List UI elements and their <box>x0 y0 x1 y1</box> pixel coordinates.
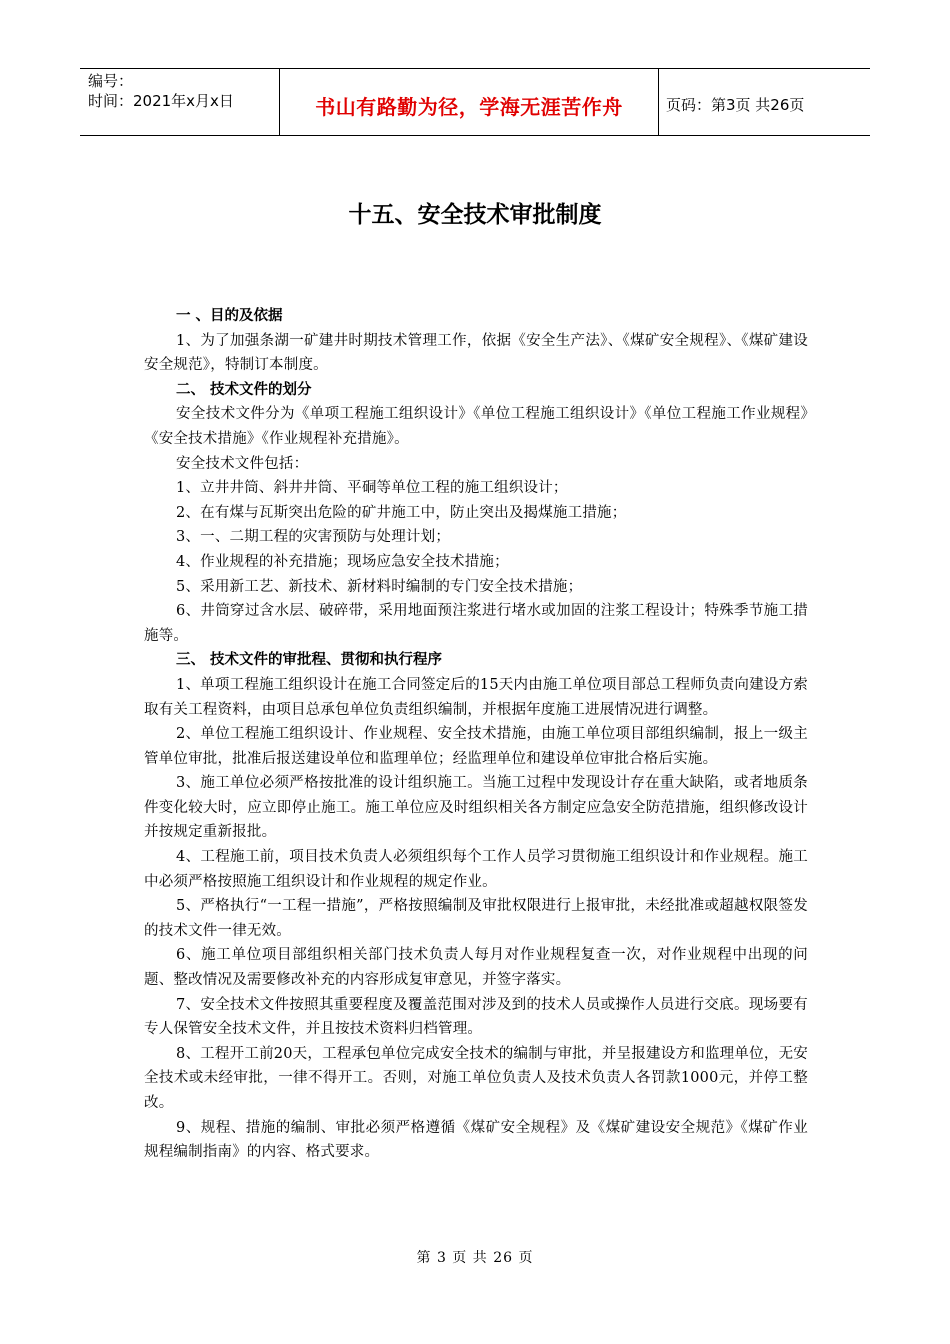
paragraph: 3、施工单位必须严格按批准的设计组织施工。当施工过程中发现设计存在重大缺陷，或者地质条件变化较大时，应立即停止施工。施工单位应及时组织相关各方制定应急安全防范措施，组织修改设计并按规定重新报批。 <box>144 775 808 841</box>
paragraph: 4、作业规程的补充措施；现场应急安全技术措施； <box>176 553 509 570</box>
header-divider <box>658 69 659 135</box>
document-title: 十五、安全技术审批制度 <box>348 202 602 228</box>
header-page-info: 页码：第3页 共26页 <box>666 96 805 114</box>
paragraph: 1、单项工程施工组织设计在施工合同签定后的15天内由施工单位项目部总工程师负责向建设方索取有关工程资料，由项目总承包单位负责组织编制，并根据年度施工进展情况进行调整。 <box>144 676 808 718</box>
header-motto: 书山有路勤为径，学海无涯苦作舟 <box>315 95 623 119</box>
paragraph: 4、工程施工前，项目技术负责人必须组织每个工作人员学习贯彻施工组织设计和作业规程。施工中必须严格按照施工组织设计和作业规程的规定作业。 <box>144 849 808 890</box>
section-heading: 一 、目的及依据 <box>176 308 283 324</box>
paragraph: 6、井筒穿过含水层、破碎带，采用地面预注浆进行堵水或加固的注浆工程设计；特殊季节施工措施等。 <box>144 603 808 644</box>
paragraph: 9、规程、措施的编制、审批必须严格遵循《煤矿安全规程》及《煤矿建设安全规范》《煤矿作业规程编制指南》的内容、格式要求。 <box>144 1119 808 1161</box>
paragraph: 5、采用新工艺、新技术、新材料时编制的专门安全技术措施； <box>176 578 583 595</box>
paragraph: 1、为了加强条湖一矿建井时期技术管理工作，依据《安全生产法》、《煤矿安全规程》、《煤矿建设安全规范》，特制订本制度。 <box>144 332 808 374</box>
paragraph: 7、安全技术文件按照其重要程度及覆盖范围对涉及到的技术人员或操作人员进行交底。现场要有专人保管安全技术文件，并且按技术资料归档管理。 <box>144 996 808 1038</box>
document-body <box>144 304 808 1165</box>
document-number-label: 编号： <box>88 72 134 90</box>
paragraph: 3、一、二期工程的灾害预防与处理计划； <box>176 529 451 546</box>
paragraph: 6、施工单位项目部组织相关部门技术负责人每月对作业规程复查一次，对作业规程中出现的问题、整改情况及需要修改补充的内容形成复审意见，并签字落实。 <box>144 947 808 989</box>
document-date: 时间：2021年x月x日 <box>88 92 234 110</box>
paragraph: 安全技术文件分为《单项工程施工组织设计》《单位工程施工组织设计》《单位工程施工作业规程》《安全技术措施》《作业规程补充措施》。 <box>144 406 808 447</box>
paragraph: 5、严格执行“一工程一措施”，严格按照编制及审批权限进行上报审批，未经批准或超越权限签发的技术文件一律无效。 <box>144 898 808 939</box>
header-meta <box>88 71 274 111</box>
paragraph: 2、在有煤与瓦斯突出危险的矿井施工中，防止突出及揭煤施工措施； <box>176 504 627 521</box>
paragraph: 8、工程开工前20天，工程承包单位完成安全技术的编制与审批，并呈报建设方和监理单位，无安全技术或未经审批，一律不得开工。否则，对施工单位负责人及技术负责人各罚款1000元，并停工整改。 <box>144 1045 808 1111</box>
paragraph: 2、单位工程施工组织设计、作业规程、安全技术措施，由施工单位项目部组织编制，报上一级主管单位审批，批准后报送建设单位和监理单位；经监理单位和建设单位审批合格后实施。 <box>144 726 808 767</box>
section-heading: 二、 技术文件的划分 <box>176 381 312 398</box>
section-heading: 三、 技术文件的审批程、贯彻和执行程序 <box>176 652 443 669</box>
paragraph: 1、立井井筒、斜井井筒、平硐等单位工程的施工组织设计； <box>176 480 568 497</box>
page-footer: 第 3 页 共 26 页 <box>416 1250 534 1266</box>
paragraph: 安全技术文件包括： <box>176 455 309 472</box>
page-header <box>80 68 870 136</box>
